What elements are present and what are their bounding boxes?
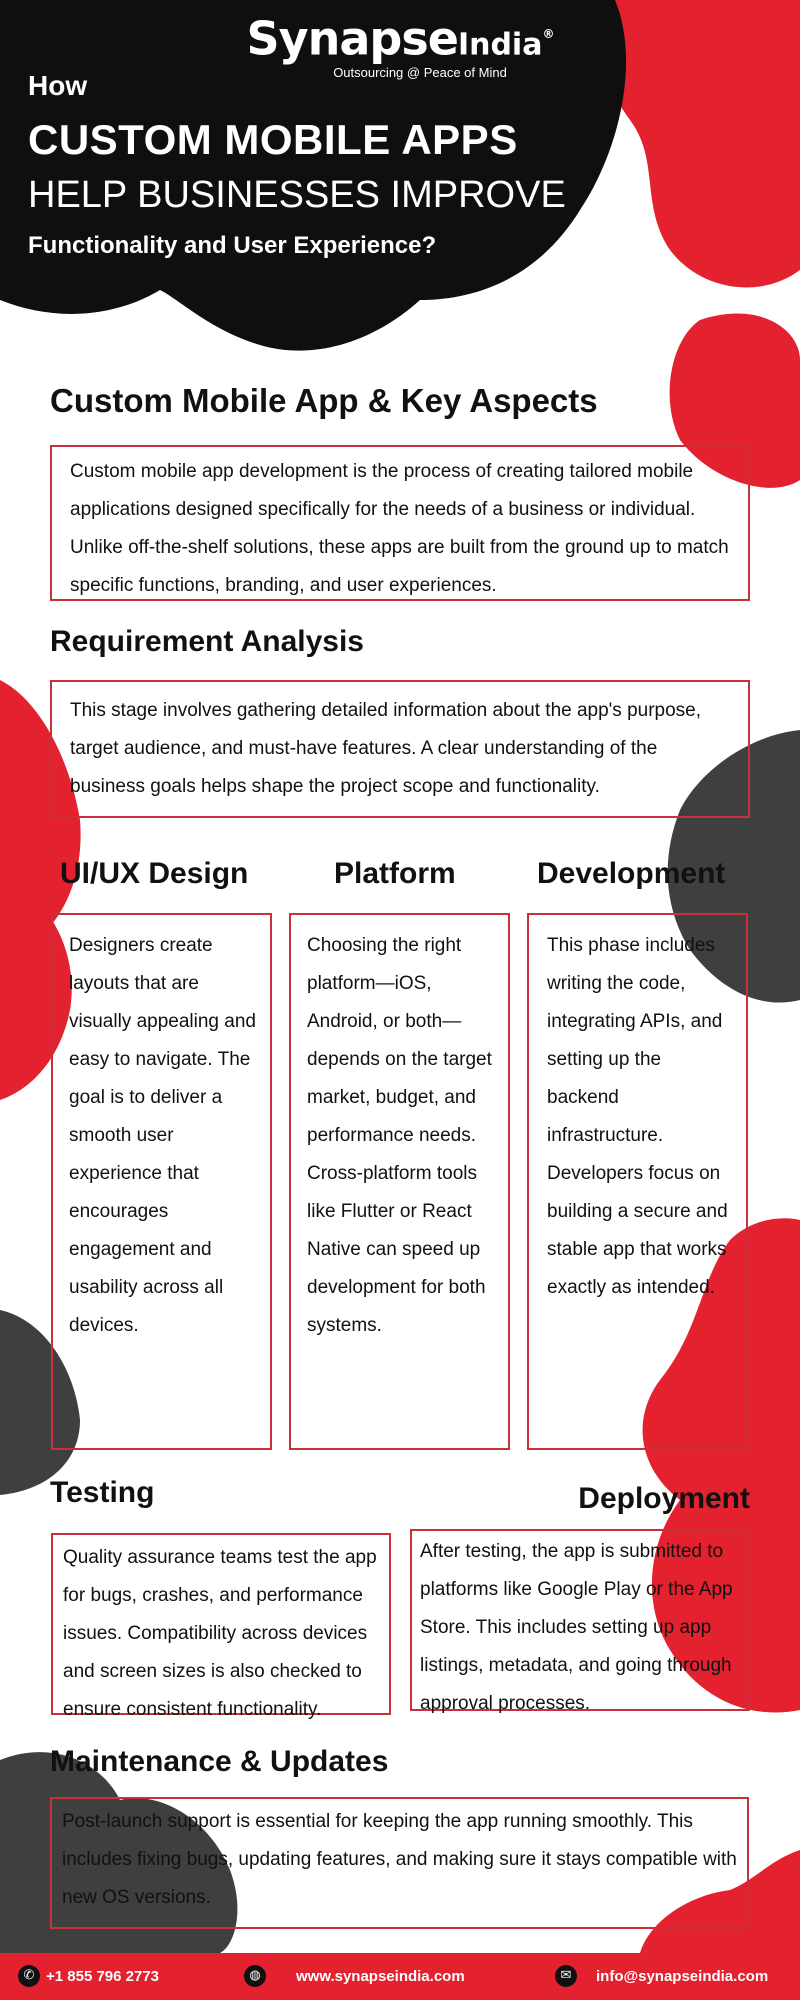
- logo-small-text: India: [457, 27, 543, 63]
- heading-testing: Testing: [50, 1476, 155, 1509]
- box-maintenance-updates: [50, 1797, 749, 1929]
- box-key-aspects: [50, 445, 750, 601]
- logo-main-text: Synapse: [246, 11, 458, 66]
- hero-how: How: [28, 70, 88, 101]
- footer-email-link[interactable]: info@synapseindia.com: [596, 1968, 769, 1985]
- maintenance-updates-text: Post-launch support is essential for keeping the app running smoothly. This includes fixing bugs, updating features, and making sure it stays compatible with new OS versions.: [62, 1811, 737, 1908]
- phone-icon: ✆: [18, 1965, 40, 1987]
- hero-title-line1: CUSTOM MOBILE APPS: [28, 116, 518, 163]
- box-deployment: [410, 1529, 750, 1714]
- heading-platform: Platform: [334, 857, 456, 890]
- heading-maintenance-updates: Maintenance & Updates: [50, 1745, 389, 1778]
- box-testing: [51, 1533, 391, 1720]
- deployment-text: After testing, the app is submitted to platforms like Google Play or the App Store. This includes setting up app listings, metadata, and going through approval processes.: [420, 1541, 733, 1714]
- logo-registered-mark: ®: [542, 27, 554, 41]
- brand-logo: [0, 8, 800, 80]
- box-uiux-design: [51, 913, 272, 1450]
- globe-icon: ◍: [244, 1965, 266, 1987]
- mail-icon: ✉: [555, 1965, 577, 1987]
- platform-text: Choosing the right platform—iOS, Android, or both—depends on the target market, budget, and performance needs. Cross-platform tools like Flutter or React Native can speed up development for both systems.: [307, 935, 492, 1336]
- key-aspects-text: Custom mobile app development is the process of creating tailored mobile applications designed specifically for the needs of a business or individual. Unlike off-the-shelf solutions, these apps are built from the ground up to match specific functions, branding, and user experiences.: [70, 461, 729, 596]
- footer-website-link[interactable]: www.synapseindia.com: [296, 1968, 465, 1985]
- heading-uiux-design: UI/UX Design: [60, 857, 249, 890]
- heading-requirement-analysis: Requirement Analysis: [50, 625, 364, 658]
- heading-deployment: Deployment: [578, 1482, 750, 1515]
- heading-development: Development: [537, 857, 726, 890]
- heading-key-aspects: Custom Mobile App & Key Aspects: [50, 382, 598, 419]
- box-requirement-analysis: [50, 680, 750, 818]
- requirement-analysis-text: This stage involves gathering detailed information about the app's purpose, target audience, and must-have features. A clear understanding of the business goals helps shape the project scope and functionality.: [70, 700, 702, 797]
- footer-phone-link[interactable]: +1 855 796 2773: [46, 1968, 160, 1985]
- development-text: This phase includes writing the code, integrating APIs, and setting up the backend infrastructure. Developers focus on building a secure and stable app that works exactly as intended.: [547, 935, 728, 1298]
- testing-text: Quality assurance teams test the app for bugs, crashes, and performance issues. Compatibility across devices and screen sizes is also checked to ensure consistent functionality.: [63, 1547, 377, 1720]
- footer-contact-bar: [0, 1953, 800, 2000]
- hero-title-line2: HELP BUSINESSES IMPROVE: [28, 174, 566, 216]
- brand-tagline: Outsourcing @ Peace of Mind: [333, 65, 507, 81]
- uiux-design-text: Designers create layouts that are visually appealing and easy to navigate. The goal is to deliver a smooth user experience that encourages engagement and usability across all devices.: [69, 935, 256, 1336]
- box-development: [527, 913, 748, 1450]
- box-platform: [289, 913, 510, 1450]
- hero-title-line3: Functionality and User Experience?: [28, 232, 437, 259]
